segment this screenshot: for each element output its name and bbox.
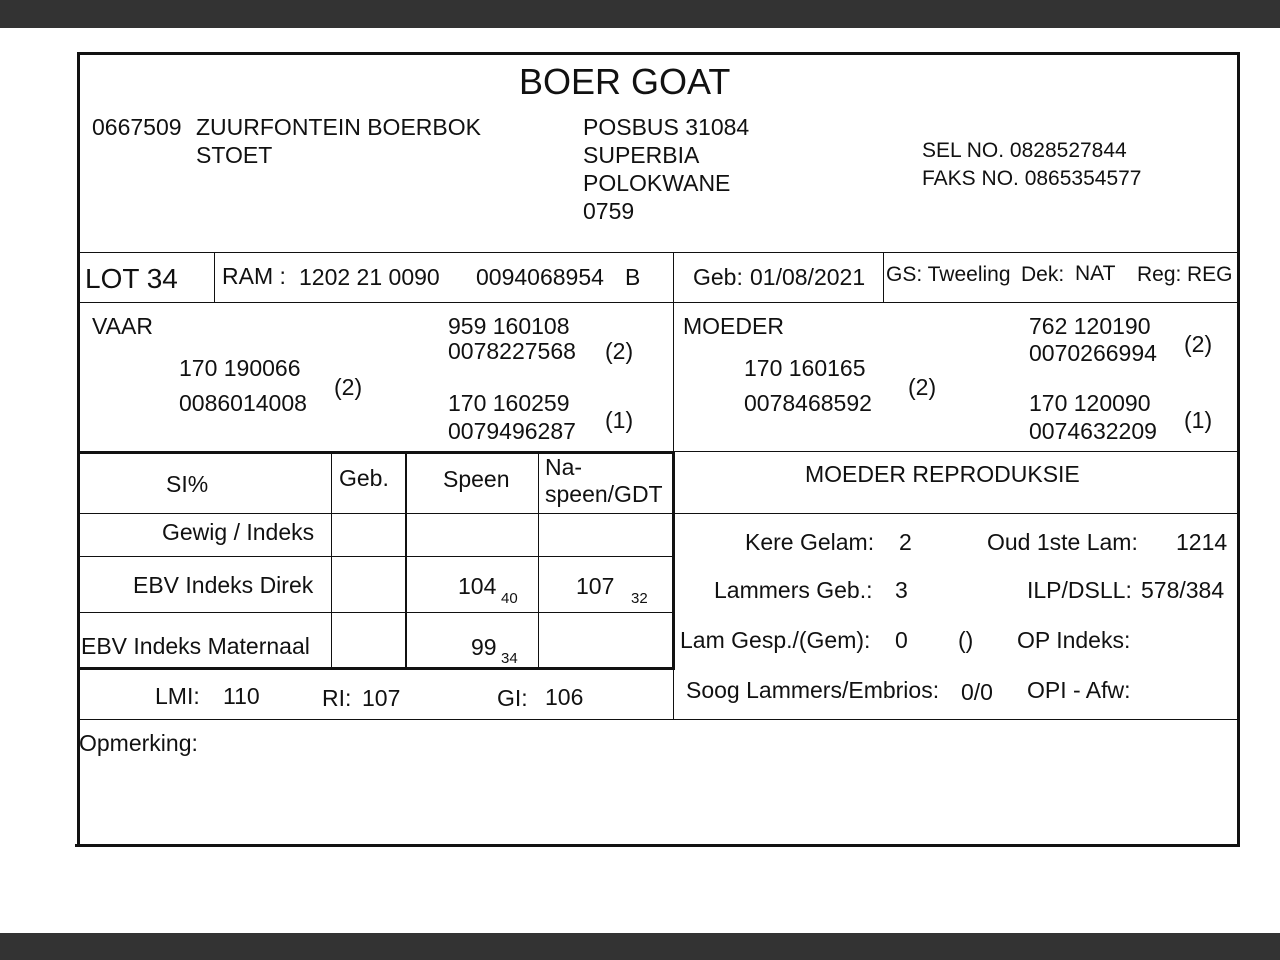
dam-label: MOEDER <box>683 313 784 339</box>
ri-label: RI: <box>322 685 352 711</box>
ram-label: RAM : <box>222 263 286 289</box>
lmi-label: LMI: <box>155 683 200 709</box>
remarks-label: Opmerking: <box>79 730 198 756</box>
ram-reg-number: 0094068954 <box>476 264 604 290</box>
divider-lower-center <box>673 669 674 720</box>
card-border-left <box>77 52 80 846</box>
divider-pedigree <box>673 451 1237 452</box>
sire-sire-reg: 0078227568 <box>448 338 576 364</box>
dam-sire-code: (2) <box>1184 331 1213 357</box>
born-date: 01/08/2021 <box>750 264 866 290</box>
row-maternaal-label: EBV Indeks Maternaal <box>81 633 310 659</box>
si-col-speen <box>405 453 407 668</box>
page-title: BOER GOAT <box>519 61 731 102</box>
dam-dam-code: (1) <box>1184 407 1213 433</box>
gi-label: GI: <box>497 685 528 711</box>
divider-remarks <box>79 719 1237 720</box>
dam-dam-reg: 0074632209 <box>1029 418 1157 444</box>
born-label: Geb: <box>693 264 743 290</box>
card-border-top <box>77 52 1240 55</box>
reg-value: REG <box>1187 263 1233 286</box>
si-col-naspeen <box>538 453 539 668</box>
speen-header: Speen <box>443 466 510 492</box>
divider-repro-header <box>675 513 1237 514</box>
opi-afw-label: OPI - Afw: <box>1027 677 1131 703</box>
soog-value: 0/0 <box>961 679 993 705</box>
divider-si-row2 <box>79 612 675 613</box>
divider-center <box>673 252 674 452</box>
dam-id: 170 160165 <box>744 355 866 381</box>
dam-dam-id: 170 120090 <box>1029 390 1151 416</box>
cell-number: SEL NO. 0828527844 <box>922 139 1127 162</box>
lam-gesp-value: 0 <box>895 627 908 653</box>
divider-si-header <box>79 513 675 514</box>
breeder-number: 0667509 <box>92 114 182 140</box>
divider-header <box>79 252 1237 253</box>
sire-dam-reg: 0079496287 <box>448 418 576 444</box>
lam-gesp-label: Lam Gesp./(Gem): <box>680 627 871 653</box>
naspeen-header-line1: Na- <box>545 454 583 480</box>
ri-value: 107 <box>362 685 401 711</box>
card-border-right <box>1237 52 1240 846</box>
lam-gesp-gem: () <box>958 627 974 653</box>
lammers-geb-label: Lammers Geb.: <box>714 577 873 603</box>
reg-label: Reg: <box>1137 263 1182 286</box>
ram-number: 1202 21 0090 <box>299 264 440 290</box>
direk-naspeen-sub: 32 <box>631 590 648 607</box>
ilp-label: ILP/DSLL: <box>1027 577 1132 603</box>
kere-gelam-value: 2 <box>899 529 912 555</box>
si-table-top <box>79 451 675 454</box>
oud-lam-label: Oud 1ste Lam: <box>987 529 1138 555</box>
op-indeks-label: OP Indeks: <box>1017 627 1131 653</box>
sire-sire-code: (2) <box>605 338 634 364</box>
address-line2: SUPERBIA <box>583 142 700 168</box>
dek-label: Dek: <box>1021 263 1065 286</box>
naspeen-header-line2: speen/GDT <box>545 481 663 507</box>
row-gewig-label: Gewig / Indeks <box>162 519 315 545</box>
card-border-bottom <box>75 844 1240 847</box>
gi-value: 106 <box>545 684 584 710</box>
direk-speen-value: 104 <box>458 573 497 599</box>
si-col-geb <box>331 453 332 668</box>
reproduction-title: MOEDER REPRODUKSIE <box>805 461 1080 487</box>
fax-number: FAKS NO. 0865354577 <box>922 167 1142 190</box>
sire-code: (2) <box>334 374 363 400</box>
dam-sire-id: 762 120190 <box>1029 313 1151 339</box>
soog-label: Soog Lammers/Embrios: <box>686 677 940 703</box>
birth-status: GS: Tweeling <box>886 263 1011 286</box>
lot-label: LOT 34 <box>85 263 178 294</box>
lmi-value: 110 <box>223 683 260 709</box>
direk-naspeen-value: 107 <box>576 573 615 599</box>
geb-header: Geb. <box>339 465 389 491</box>
sire-label: VAAR <box>92 313 153 339</box>
ilp-value: 578/384 <box>1141 577 1225 603</box>
sire-dam-id: 170 160259 <box>448 390 570 416</box>
address-line4: 0759 <box>583 198 635 224</box>
breeder-name-line1: ZUURFONTEIN BOERBOK <box>196 114 481 140</box>
divider-lot <box>79 302 1237 303</box>
divider-si-row1 <box>79 556 675 557</box>
si-table-right <box>672 451 675 670</box>
divider-geb-gs <box>883 252 884 303</box>
kere-gelam-label: Kere Gelam: <box>745 529 875 555</box>
divider-lot-ram <box>214 252 215 303</box>
dek-value: NAT <box>1075 262 1116 285</box>
direk-speen-sub: 40 <box>501 590 518 607</box>
lammers-geb-value: 3 <box>895 577 908 603</box>
sire-sire-id: 959 160108 <box>448 313 570 339</box>
ram-grade: B <box>625 264 641 290</box>
sire-dam-code: (1) <box>605 407 634 433</box>
oud-lam-value: 1214 <box>1176 529 1228 555</box>
breeder-name-line2: STOET <box>196 142 273 168</box>
dam-code: (2) <box>908 374 937 400</box>
si-table-bottom <box>79 667 675 670</box>
dam-sire-reg: 0070266994 <box>1029 340 1157 366</box>
si-header: SI% <box>166 471 209 497</box>
dam-reg: 0078468592 <box>744 390 872 416</box>
sire-reg: 0086014008 <box>179 390 307 416</box>
address-line3: POLOKWANE <box>583 170 731 196</box>
row-direk-label: EBV Indeks Direk <box>133 572 314 598</box>
maternaal-speen-sub: 34 <box>501 650 518 667</box>
address-line1: POSBUS 31084 <box>583 114 750 140</box>
maternaal-speen-value: 99 <box>471 634 497 660</box>
sire-id: 170 190066 <box>179 355 301 381</box>
